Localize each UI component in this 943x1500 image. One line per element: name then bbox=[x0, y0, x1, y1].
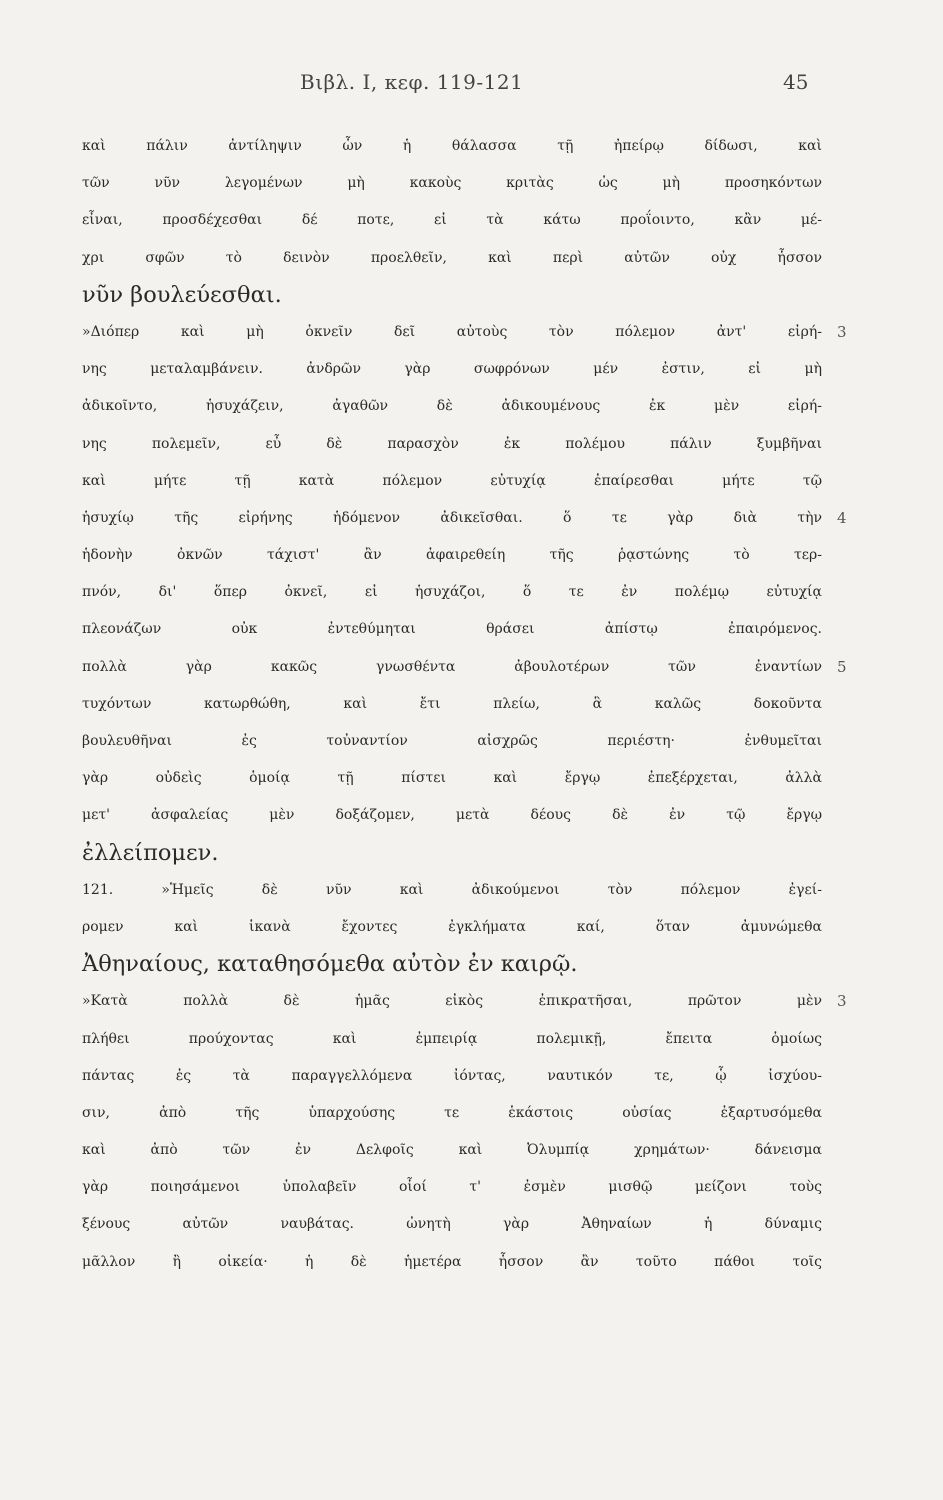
text-line bbox=[82, 1244, 822, 1281]
line-text: τυχόντων κατωρθώθη, καὶ ἔτι πλείω, ἃ καλῶς δοκοῦντα bbox=[82, 695, 822, 712]
text-line bbox=[82, 463, 822, 500]
line-text: μετ' ἀσφαλείας μὲν δοξάζομεν, μετὰ δέους δὲ ἐν τῷ ἔργῳ bbox=[82, 807, 822, 824]
text-line bbox=[82, 388, 822, 425]
text-line bbox=[82, 351, 822, 388]
line-text: σιν, ἀπὸ τῆς ὑπαρχούσης τε ἑκάστοις οὐσίας ἐξαρτυσόμεθα bbox=[82, 1104, 822, 1121]
line-text: νης μεταλαμβάνειν. ἀνδρῶν γὰρ σωφρόνων μέν ἐστιν, εἰ μὴ bbox=[82, 361, 822, 378]
line-text: εἶναι, προσδέχεσθαι δέ ποτε, εἰ τὰ κάτω προΐοιντο, κἂν μέ- bbox=[82, 212, 822, 229]
line-text: μᾶλλον ἢ οἰκεία· ἡ δὲ ἡμετέρα ἧσσον ἂν τοῦτο πάθοι τοῖς bbox=[82, 1253, 822, 1270]
body-text bbox=[82, 128, 847, 1281]
line-text: γὰρ ποιησάμενοι ὑπολαβεῖν οἷοί τ' ἐσμὲν μισθῷ μείζονι τοὺς bbox=[82, 1179, 822, 1196]
text-line bbox=[82, 797, 822, 834]
text-line bbox=[82, 1058, 822, 1095]
section-margin-number: 3 bbox=[837, 322, 847, 341]
line-text: Ἀθηναίους, καταθησόμεθα αὐτὸν ἐν καιρῷ. bbox=[82, 951, 578, 978]
text-line bbox=[82, 1095, 822, 1132]
line-text: πλήθει προύχοντας καὶ ἐμπειρίᾳ πολεμικῇ, ἔπειτα ὁμοίως bbox=[82, 1030, 822, 1047]
text-line bbox=[82, 165, 822, 202]
text-line bbox=[82, 983, 847, 1020]
text-line bbox=[82, 1169, 822, 1206]
text-line bbox=[82, 500, 847, 537]
section-margin-number: 5 bbox=[837, 657, 847, 676]
line-text: ἐλλείπομεν. bbox=[82, 839, 219, 866]
text-line bbox=[82, 277, 822, 314]
text-line bbox=[82, 909, 822, 946]
text-line bbox=[82, 202, 822, 239]
line-text: »Κατὰ πολλὰ δὲ ἡμᾶς εἰκὸς ἐπικρατῆσαι, πρῶτον μὲν bbox=[82, 993, 822, 1010]
line-text: πνόν, δι' ὅπερ ὀκνεῖ, εἰ ἡσυχάζοι, ὅ τε ἐν πολέμῳ εὐτυχίᾳ bbox=[82, 584, 822, 601]
text-line bbox=[82, 314, 847, 351]
text-line bbox=[82, 537, 822, 574]
line-text: καὶ ἀπὸ τῶν ἐν Δελφοῖς καὶ Ὀλυμπίᾳ χρημάτων· δάνεισμα bbox=[82, 1142, 822, 1159]
text-line bbox=[82, 649, 847, 686]
page-number: 45 bbox=[783, 70, 809, 94]
line-text: ἡδονὴν ὀκνῶν τάχιστ' ἂν ἀφαιρεθείη τῆς ῥᾳστώνης τὸ τερ- bbox=[82, 547, 822, 564]
text-line bbox=[82, 686, 822, 723]
line-text: ρομεν καὶ ἱκανὰ ἔχοντες ἐγκλήματα καί, ὅταν ἀμυνώμεθα bbox=[82, 918, 822, 935]
text-line bbox=[82, 1206, 822, 1243]
text-line bbox=[82, 872, 822, 909]
text-line bbox=[82, 723, 822, 760]
text-line bbox=[82, 1132, 822, 1169]
text-line bbox=[82, 128, 822, 165]
line-text: »Διόπερ καὶ μὴ ὀκνεῖν δεῖ αὐτοὺς τὸν πόλεμον ἀντ' εἰρή- bbox=[82, 323, 822, 340]
text-line bbox=[82, 426, 822, 463]
line-text: νῦν βουλεύεσθαι. bbox=[82, 281, 282, 308]
section-margin-number: 3 bbox=[837, 992, 847, 1011]
line-text: τῶν νῦν λεγομένων μὴ κακοὺς κριτὰς ὡς μὴ προσηκόντων bbox=[82, 175, 822, 192]
text-line bbox=[82, 835, 822, 872]
line-text: καὶ πάλιν ἀντίληψιν ὧν ἡ θάλασσα τῇ ἠπείρῳ δίδωσι, καὶ bbox=[82, 138, 822, 154]
line-text: 121. »Ἡμεῖς δὲ νῦν καὶ ἀδικούμενοι τὸν πόλεμον ἐγεί- bbox=[82, 881, 822, 898]
line-text: πολλὰ γὰρ κακῶς γνωσθέντα ἀβουλοτέρων τῶν ἐναντίων bbox=[82, 658, 822, 675]
line-text: πάντας ἐς τὰ παραγγελλόμενα ἰόντας, ναυτικόν τε, ᾧ ἰσχύου- bbox=[82, 1067, 822, 1084]
line-text: ξένους αὐτῶν ναυβάτας. ὠνητὴ γὰρ Ἀθηναίων ἡ δύναμις bbox=[82, 1216, 822, 1233]
text-line bbox=[82, 1021, 822, 1058]
line-text: ἀδικοῖντο, ἡσυχάζειν, ἀγαθῶν δὲ ἀδικουμένους ἐκ μὲν εἰρή- bbox=[82, 398, 822, 415]
text-line bbox=[82, 611, 822, 648]
line-text: ἡσυχίῳ τῆς εἰρήνης ἡδόμενον ἀδικεῖσθαι. ὅ τε γὰρ διὰ τὴν bbox=[82, 509, 822, 526]
line-text: χρι σφῶν τὸ δεινὸν προελθεῖν, καὶ περὶ αὐτῶν οὐχ ἧσσον bbox=[82, 249, 822, 266]
section-margin-number: 4 bbox=[837, 508, 847, 527]
line-text: πλεονάζων οὐκ ἐντεθύμηται θράσει ἀπίστῳ ἐπαιρόμενος. bbox=[82, 621, 822, 638]
line-text: γὰρ οὐδεὶς ὁμοίᾳ τῇ πίστει καὶ ἔργῳ ἐπεξέρχεται, ἀλλὰ bbox=[82, 770, 822, 787]
text-line bbox=[82, 574, 822, 611]
line-text: καὶ μήτε τῇ κατὰ πόλεμον εὐτυχίᾳ ἐπαίρεσθαι μήτε τῷ bbox=[82, 472, 822, 489]
text-line bbox=[82, 240, 822, 277]
running-header: Βιβλ. I, κεφ. 119-121 bbox=[300, 70, 524, 94]
line-text: βουλευθῆναι ἐς τοὐναντίον αἰσχρῶς περιέστη· ἐνθυμεῖται bbox=[82, 733, 822, 749]
text-line bbox=[82, 760, 822, 797]
text-line bbox=[82, 946, 822, 983]
line-text: νης πολεμεῖν, εὖ δὲ παρασχὸν ἐκ πολέμου πάλιν ξυμβῆναι bbox=[82, 435, 822, 452]
